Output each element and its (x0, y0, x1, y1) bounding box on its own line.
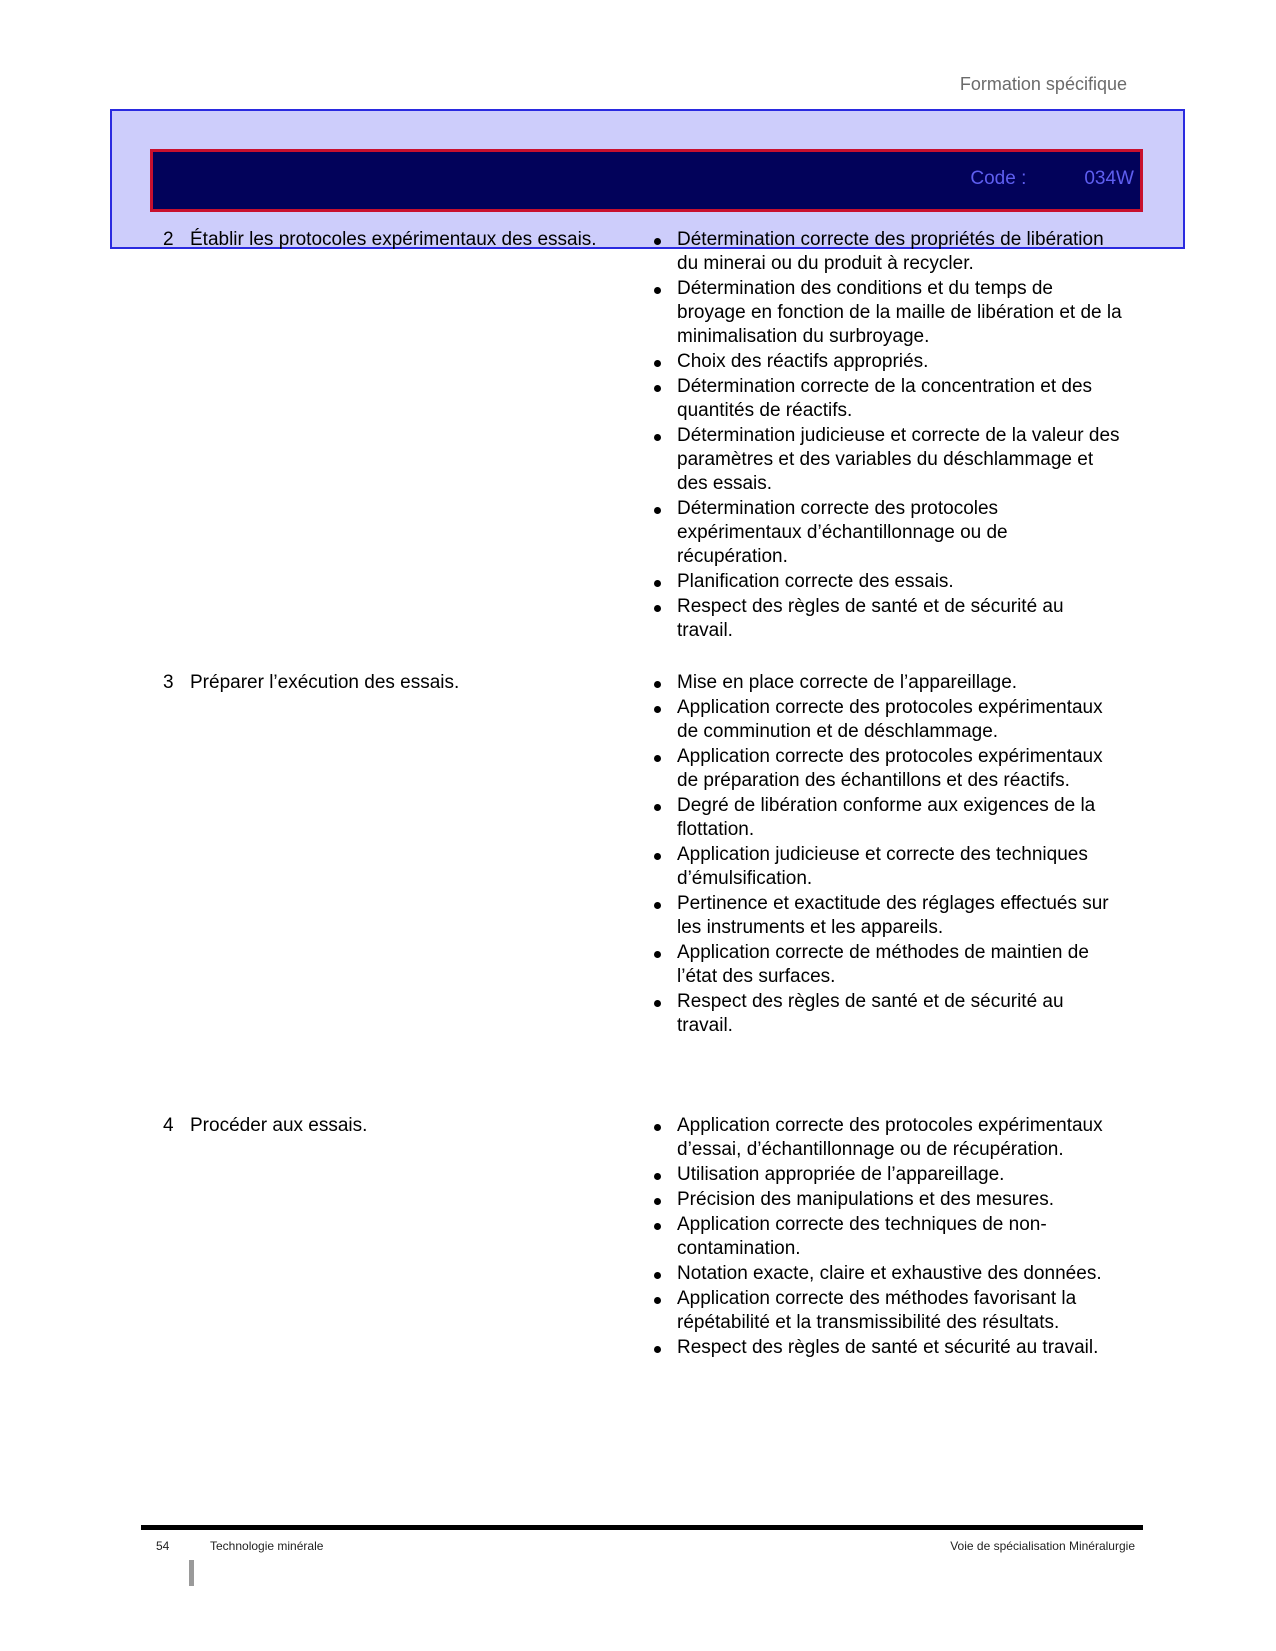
step-text: Établir les protocoles expérimentaux des essais. (190, 229, 597, 250)
bullet-icon (654, 580, 661, 587)
bullet-icon (654, 1000, 661, 1007)
step-title (163, 228, 673, 252)
step-number: 4 (163, 1115, 174, 1136)
criterion-item: Choix des réactifs appropriés. (653, 350, 1123, 374)
running-title: Formation spécifique (959, 74, 1127, 94)
bullet-icon (654, 605, 661, 612)
step-text: Préparer l’exécution des essais. (190, 672, 460, 693)
bullet-icon (654, 434, 661, 441)
bullet-icon (654, 706, 661, 713)
footer-mark (189, 1560, 194, 1586)
criteria-list (653, 228, 1123, 644)
bullet-icon (654, 1346, 661, 1353)
step-title (163, 1114, 673, 1138)
criterion-item: Application judicieuse et correcte des techniques d’émulsification. (653, 843, 1123, 891)
criterion-item: Détermination judicieuse et correcte de la valeur des paramètres et des variables du déschlammage et des essais. (653, 424, 1123, 496)
code-label: Code : (970, 168, 1027, 189)
code-value: 034W (1084, 168, 1134, 189)
bullet-icon (654, 1173, 661, 1180)
criterion-item: Détermination correcte des propriétés de libération du minerai ou du produit à recycler. (653, 228, 1123, 276)
criterion-item: Application correcte des protocoles expérimentaux d’essai, d’échantillonnage ou de récupération. (653, 1114, 1123, 1162)
criteria-list (653, 671, 1123, 1039)
criterion-item: Planification correcte des essais. (653, 570, 1123, 594)
bullet-icon (654, 1223, 661, 1230)
criterion-item: Application correcte des méthodes favorisant la répétabilité et la transmissibilité des résultats. (653, 1287, 1123, 1335)
criterion-item: Utilisation appropriée de l’appareillage. (653, 1163, 1123, 1187)
bullet-icon (654, 385, 661, 392)
criterion-item: Détermination correcte des protocoles expérimentaux d’échantillonnage ou de récupération. (653, 497, 1123, 569)
step-number: 2 (163, 229, 174, 250)
criterion-item: Respect des règles de santé et de sécurité au travail. (653, 990, 1123, 1038)
criterion-item: Détermination des conditions et du temps de broyage en fonction de la maille de libération et de la minimalisation du surbroyage. (653, 277, 1123, 349)
bullet-icon (654, 804, 661, 811)
footer-document-title: Technologie minérale (210, 1539, 324, 1553)
bullet-icon (654, 360, 661, 367)
criteria-list (653, 1114, 1123, 1361)
criterion-item: Respect des règles de santé et de sécurité au travail. (653, 595, 1123, 643)
code-line (970, 168, 1134, 190)
step-text: Procéder aux essais. (190, 1115, 368, 1136)
criterion-item: Pertinence et exactitude des réglages effectués sur les instruments et les appareils. (653, 892, 1123, 940)
criterion-item: Degré de libération conforme aux exigences de la flottation. (653, 794, 1123, 842)
criterion-item: Application correcte des techniques de non-contamination. (653, 1213, 1123, 1261)
bullet-icon (654, 287, 661, 294)
bullet-icon (654, 755, 661, 762)
bullet-icon (654, 1198, 661, 1205)
criterion-item: Précision des manipulations et des mesures. (653, 1188, 1123, 1212)
footer-rule (141, 1525, 1143, 1530)
title-bar (150, 149, 1143, 212)
bullet-icon (654, 853, 661, 860)
criterion-item: Notation exacte, claire et exhaustive des données. (653, 1262, 1123, 1286)
criterion-item: Respect des règles de santé et sécurité au travail. (653, 1336, 1123, 1360)
footer-program: Voie de spécialisation Minéralurgie (950, 1539, 1135, 1553)
criterion-item: Détermination correcte de la concentration et des quantités de réactifs. (653, 375, 1123, 423)
page-number: 54 (156, 1539, 170, 1553)
bullet-icon (654, 238, 661, 245)
bullet-icon (654, 1297, 661, 1304)
step-title (163, 671, 673, 695)
criterion-item: Application correcte des protocoles expérimentaux de comminution et de déschlammage. (653, 696, 1123, 744)
bullet-icon (654, 681, 661, 688)
criterion-item: Application correcte des protocoles expérimentaux de préparation des échantillons et des réactifs. (653, 745, 1123, 793)
bullet-icon (654, 1272, 661, 1279)
bullet-icon (654, 1124, 661, 1131)
bullet-icon (654, 951, 661, 958)
criterion-item: Application correcte de méthodes de maintien de l’état des surfaces. (653, 941, 1123, 989)
bullet-icon (654, 902, 661, 909)
step-number: 3 (163, 672, 174, 693)
criterion-item: Mise en place correcte de l’appareillage. (653, 671, 1123, 695)
bullet-icon (654, 507, 661, 514)
